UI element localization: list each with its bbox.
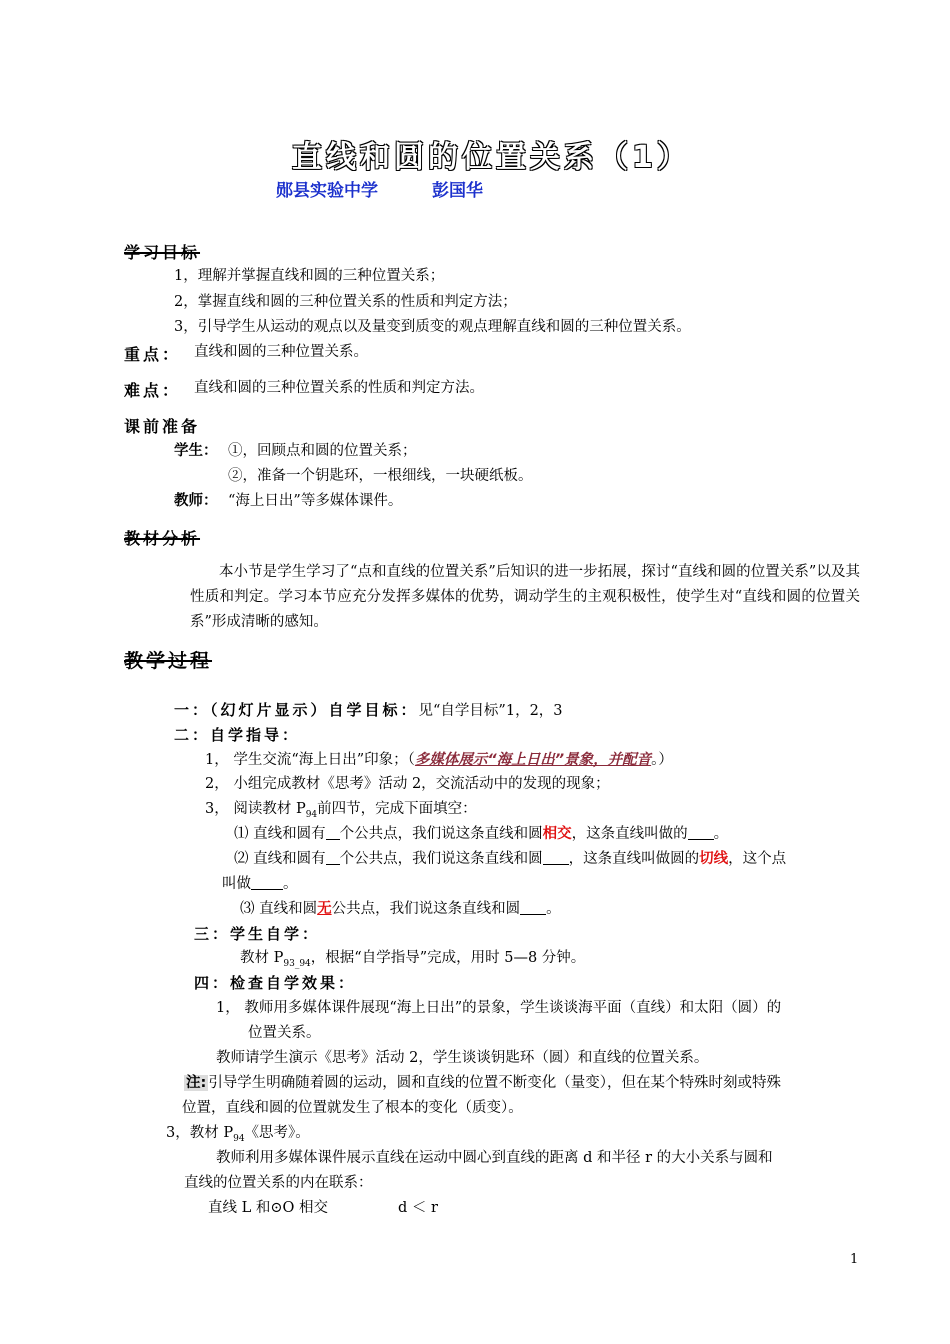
guide-item-2: 2， 小组完成教材《思考》活动 2，交流活动中的发现的现象； <box>205 776 610 792</box>
media-note: 多媒体展示“海上日出”景象，并配音 <box>414 752 652 768</box>
section-3-text: 教材 $P_{93\_94}$，根据“自学指导”完成，用时 5—8 分钟。 <box>240 950 586 969</box>
teacher-label: 教师： <box>174 493 218 509</box>
check-item-3: 3，教材 $P_{94}$《思考》。 <box>166 1125 310 1144</box>
difficulty-text: 直线和圆的三种位置关系的性质和判定方法。 <box>194 380 484 396</box>
school-name: 郧县实验中学 <box>276 181 378 201</box>
objectives-heading: 学习目标 <box>124 243 201 262</box>
key-point-label: 重点： <box>124 345 182 364</box>
difficulty-label: 难点： <box>124 381 182 400</box>
blank <box>251 875 283 890</box>
fill-blank-3: ⑶ 直线和圆无公共点，我们说这条直线和圆 。 <box>240 901 561 917</box>
check-item-1: 1， 教师用多媒体课件展现“海上日出”的景象，学生谈谈海平面（直线）和太阳（圆）的 <box>216 1000 782 1016</box>
objective-item: 2，掌握直线和圆的三种位置关系的性质和判定方法； <box>174 294 517 310</box>
blank <box>543 850 569 865</box>
check-item-4: 教师利用多媒体课件展示直线在运动中圆心到直线的距离 d 和半径 r 的大小关系与圆和 <box>216 1150 773 1166</box>
check-item-1-cont: 位置关系。 <box>248 1025 321 1041</box>
blank <box>326 825 340 840</box>
analysis-paragraph: 本小节是学生学习了“点和直线的位置关系”后知识的进一步拓展，探讨“直线和圆的位置关系”以及其性质和判定。学习本节应充分发挥多媒体的优势，调动学生的主观积极性，使学生对“直线和圆的位置关系”形成清晰的感知。 <box>190 564 860 630</box>
fill-blank-2: ⑵ 直线和圆有 个公共点，我们说这条直线和圆 ，这条直线叫做圆的切线，这个点 <box>234 851 787 867</box>
keyword-none: 无 <box>317 901 332 917</box>
blank <box>688 825 714 840</box>
process-heading: 教学过程 <box>124 650 213 672</box>
author-name: 彭国华 <box>432 181 483 201</box>
prep-heading: 课前准备 <box>124 417 201 436</box>
check-item-2: 教师请学生演示《思考》活动 2，学生谈谈钥匙环（圆）和直线的位置关系。 <box>216 1050 709 1066</box>
objective-item: 1，理解并掌握直线和圆的三种位置关系； <box>174 268 445 284</box>
note-line-cont: 位置，直线和圆的位置就发生了根本的变化（质变）。 <box>182 1100 523 1116</box>
keyword-tangent: 切线 <box>699 851 729 867</box>
section-1-text: 见“自学目标”1，2，3 <box>418 703 563 719</box>
page-title: 直线和圆的位置关系（1） <box>292 140 691 175</box>
analysis-heading: 教材分析 <box>124 529 201 548</box>
section-2-label: 二：自学指导： <box>174 726 301 744</box>
teacher-prep: “海上日出”等多媒体课件。 <box>228 493 403 509</box>
note-line: 注: 引导学生明确随着圆的运动，圆和直线的位置不断变化（量变），但在某个特殊时刻或特殊 <box>186 1075 782 1091</box>
objective-item: 3，引导学生从运动的观点以及量变到质变的观点理解直线和圆的三种位置关系。 <box>174 319 691 335</box>
page-number: 1 <box>850 1252 859 1267</box>
section-3-label: 三：学生自学： <box>194 925 321 943</box>
guide-item-3: 3， 阅读教材 $P_{94}$前四节，完成下面填空： <box>205 801 477 820</box>
note-label: 注: <box>186 1075 207 1091</box>
check-item-4-cont: 直线的位置关系的内在联系： <box>184 1175 373 1191</box>
keyword-intersect: 相交 <box>542 826 572 842</box>
student-prep-1: ①，回顾点和圆的位置关系； <box>228 443 417 459</box>
section-1 <box>174 700 563 721</box>
fill-blank-2-cont: 叫做 。 <box>222 876 298 892</box>
relation-expression: d ＜ r <box>398 1200 438 1216</box>
fill-blank-1: ⑴ 直线和圆有 个公共点，我们说这条直线和圆相交，这条直线叫做的 。 <box>234 826 729 842</box>
student-label: 学生： <box>174 443 218 459</box>
guide-item-1: 1， 学生交流“海上日出”印象；（多媒体展示“海上日出”景象，并配音。） <box>205 752 673 768</box>
section-4-label: 四：检查自学效果： <box>194 974 357 992</box>
relation-text: 直线 L 和⊙O 相交 <box>208 1200 328 1216</box>
student-prep-2: ②，准备一个钥匙环，一根细线，一块硬纸板。 <box>228 468 533 484</box>
blank <box>520 900 546 915</box>
key-point-text: 直线和圆的三种位置关系。 <box>194 344 368 360</box>
section-1-label: 一：（幻灯片显示）自学目标： <box>174 701 419 719</box>
blank <box>326 850 340 865</box>
